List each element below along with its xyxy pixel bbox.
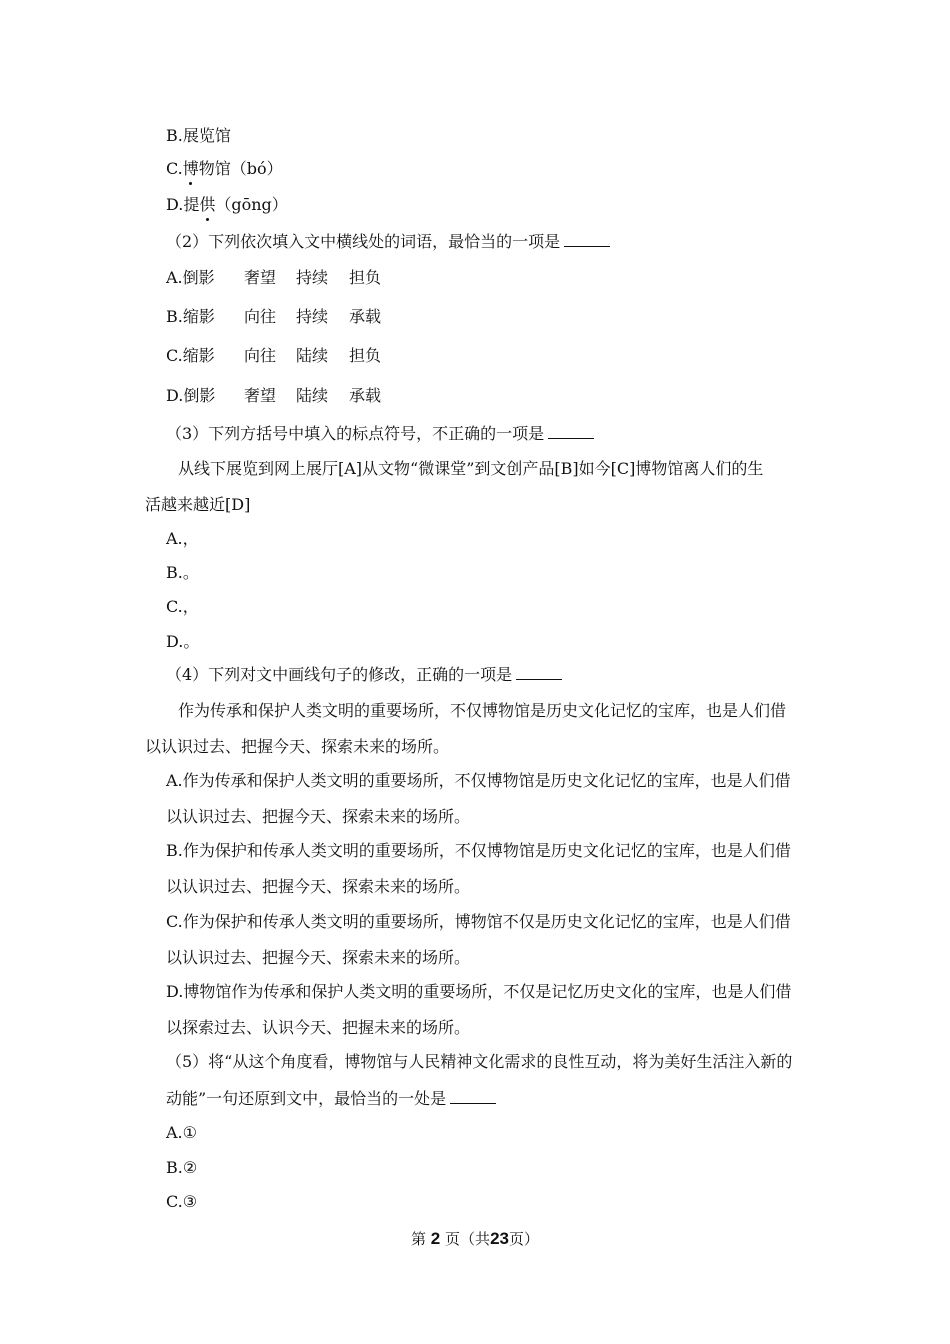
q4-sentence-line1: 作为传承和保护人类文明的重要场所，不仅博物馆是历史文化记忆的宝库，也是人们借	[178, 701, 787, 720]
q4-option-d-line1: D.博物馆作为传承和保护人类文明的重要场所，不仅是记忆历史文化的宝库，也是人们借	[166, 982, 792, 1001]
page-footer: 第 2 页（共23页）	[411, 1229, 539, 1248]
q5-option-a: A.①	[166, 1123, 197, 1142]
q2-stem: （2）下列依次填入文中横线处的词语，最恰当的一项是	[166, 231, 610, 253]
q4-option-a-line2: 以认识过去、把握今天、探索未来的场所。	[166, 807, 471, 826]
q3-passage-line1: 从线下展览到网上展厅[A]从文物“微课堂”到文创产品[B]如今[C]博物馆离人们的生	[178, 459, 764, 478]
q1-option-b: B.展览馆	[166, 126, 231, 145]
page-number: 2	[430, 1229, 441, 1248]
q4-option-b-line2: 以认识过去、把握今天、探索未来的场所。	[166, 877, 471, 896]
q5-stem-line2: 动能”一句还原到文中，最恰当的一处是	[166, 1088, 496, 1110]
q4-option-c-line2: 以认识过去、把握今天、探索未来的场所。	[166, 948, 471, 967]
q3-option-b: B.。	[166, 563, 199, 582]
q5-option-b: B.②	[166, 1158, 198, 1177]
q1-option-c: C.博物馆（bó）	[166, 159, 283, 178]
answer-blank	[516, 665, 562, 680]
q3-option-d: D.。	[166, 632, 200, 651]
q1-option-d: D.提供（gōng）	[166, 195, 288, 214]
q3-stem: （3）下列方括号中填入的标点符号，不正确的一项是	[166, 423, 594, 445]
q3-passage-line2: 活越来越近[D]	[145, 495, 251, 514]
q4-option-c-line1: C.作为保护和传承人类文明的重要场所，博物馆不仅是历史文化记忆的宝库，也是人们借	[166, 912, 791, 931]
q3-option-c: C.，	[166, 597, 199, 616]
q4-option-b-line1: B.作为保护和传承人类文明的重要场所，不仅博物馆是历史文化记忆的宝库，也是人们借	[166, 841, 791, 860]
q4-stem: （4）下列对文中画线句子的修改，正确的一项是	[166, 664, 562, 686]
emphasis-dot-char: 博	[182, 159, 199, 178]
q3-option-a: A.，	[166, 529, 199, 548]
q4-option-d-line2: 以探索过去、认识今天、把握未来的场所。	[166, 1018, 471, 1037]
emphasis-dot-char: 供	[199, 195, 216, 214]
q4-option-a-line1: A.作为传承和保护人类文明的重要场所，不仅博物馆是历史文化记忆的宝库，也是人们借	[166, 771, 791, 790]
q5-stem-line1: （5）将“从这个角度看，博物馆与人民精神文化需求的良性互动，将为美好生活注入新的	[166, 1052, 793, 1071]
answer-blank	[450, 1089, 496, 1104]
q5-option-c: C.③	[166, 1192, 198, 1211]
total-pages: 23	[490, 1229, 509, 1248]
answer-blank	[548, 424, 594, 439]
q4-sentence-line2: 以认识过去、把握今天、探索未来的场所。	[145, 737, 450, 756]
answer-blank	[564, 232, 610, 247]
